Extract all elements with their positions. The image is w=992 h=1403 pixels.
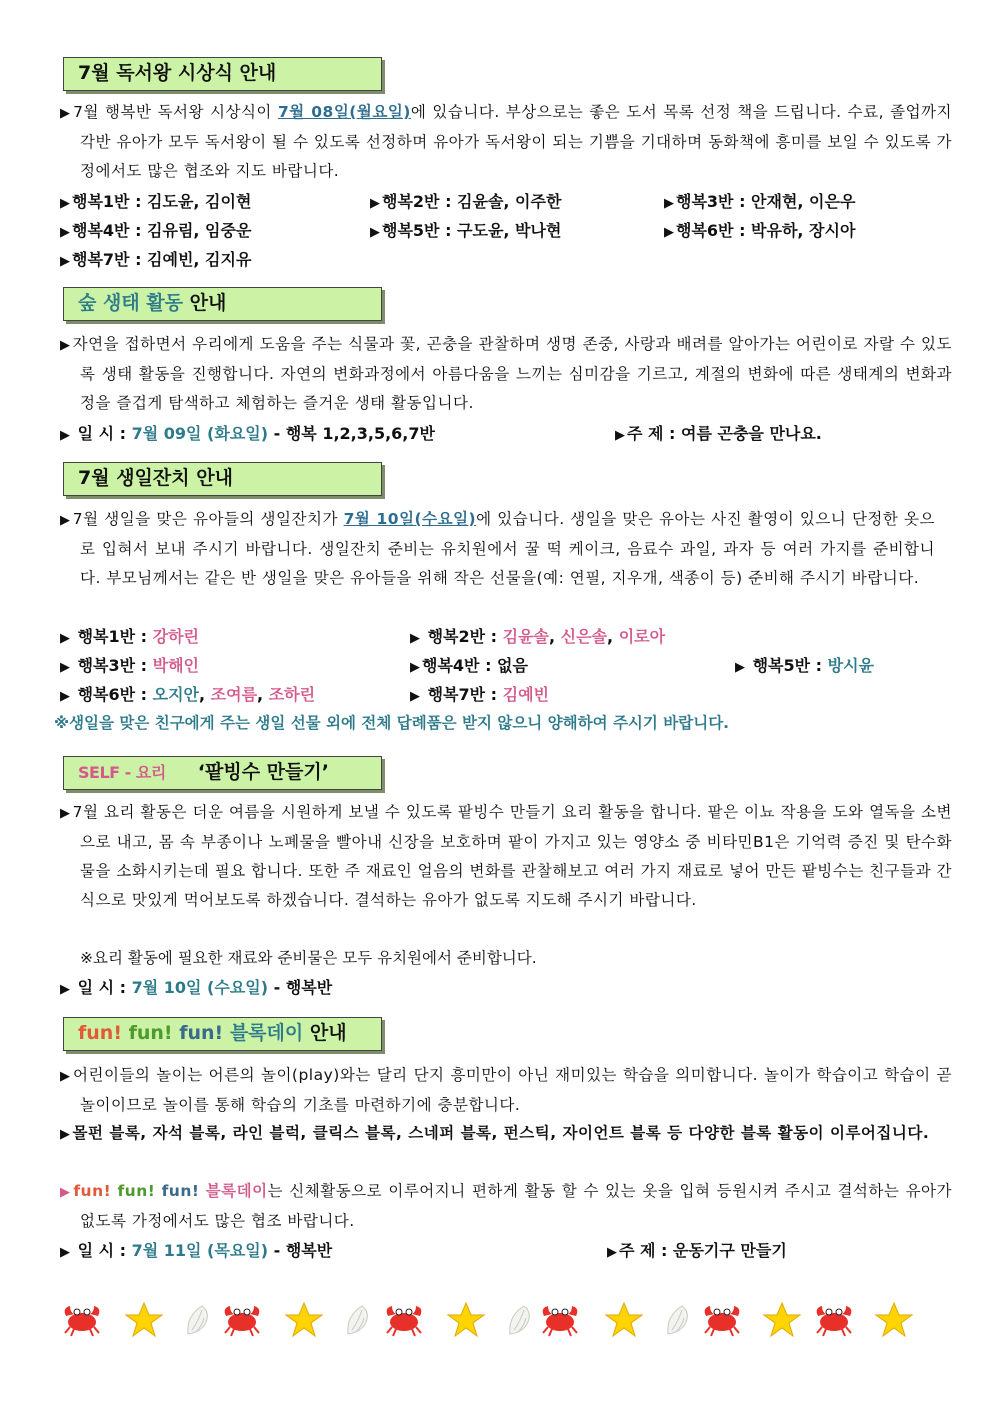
birthday-class7: [410, 680, 549, 711]
forest-text: 자연을 접하면서 우리에게 도움을 주는 식물과 꽃, 곤충을 관찰하며 생명 존중, 사랑과 배려를 알아가는 어린이로 자랄 수 있도록 생태 활동을 진행합니다. 자연의 변화과정에서 아름다움을 느끼는 심미감을 기르고, 계절의 변화에 따른 생태계의 변화과정을 즐겁게 탐색하고 체험하는 즐거운 생태 활동입니다.: [72, 335, 952, 412]
forest-paragraph: [60, 330, 952, 418]
forest-topic: ▶ 주 제 : 여름 곤충을 만나요.: [615, 419, 822, 450]
birthday-text-a: 7월 생일을 맞은 유아들의 생일잔치가: [72, 510, 344, 528]
bday-c1-label: 행복1반 :: [77, 627, 153, 646]
shell-icon: [348, 1306, 368, 1334]
winner-class2: ▶ 행복2반 : 김윤솔, 이주한: [370, 187, 561, 218]
comma: ,: [549, 627, 561, 646]
forest-when-rest: - 행복 1,2,3,5,6,7반: [268, 424, 435, 443]
bday-c3-label: 행복3반 :: [77, 656, 153, 675]
birthday-class5: [735, 651, 874, 682]
cooking-when-rest: - 행복반: [268, 978, 333, 997]
block-title-fun1: fun!: [78, 1022, 122, 1044]
star-icon: [764, 1303, 800, 1336]
birthday-class6: [60, 680, 315, 711]
birthday-text-b: 에 있습니다. 생일을 맞은 유아는 사진 촬영이 있으니 단정한 옷으로 입혀서 보내 주시기 바랍니다. 생일잔치 준비는 유치원에서 꿀 떡 케이크, 음료수 과일, 과자 등 여러 가지를 준비합니다. 부모님께서는 같은 반 생일을 맞은 유아들을 위해 작은 선물을(예: 연필, 지우개, 색종이 등) 준비해 주시기 바랍니다.: [80, 510, 935, 587]
cooking-text: 7월 요리 활동은 더운 여름을 시원하게 보낼 수 있도록 팥빙수 만들기 요리 활동을 합니다. 팥은 이뇨 작용을 도와 열독을 소변으로 내고, 몸 속 부종이나 노폐물을 빨아내 신장을 보호하며 팥이 가지고 있는 영양소 중 비타민B1은 기억력 증진 및 탄수화물을 소화시키는데 필요 합니다. 또한 주 재료인 얼음의 변화를 관찰해보고 여러 가지 재료로 넣어 만든 팥빙수는 친구들과 간식으로 맛있게 먹어보도록 하겠습니다. 결석하는 유아가 없도록 지도해 주시기 바랍니다.: [72, 803, 952, 909]
winner-class3: ▶ 행복3반 : 안재현, 이은우: [664, 187, 855, 218]
block-text3: 는 신체활동으로 이루어지니 편하게 활동 할 수 있는 옷을 입혀 등원시켜 주시고 결석하는 유아가 없도록 가정에서도 많은 협조 바랍니다.: [80, 1182, 952, 1230]
cooking-when: [60, 973, 332, 1004]
block-text1: 어린이들의 놀이는 어른의 놀이(play)와는 달리 단지 흥미만이 아닌 재미있는 학습을 의미합니다. 놀이가 학습이고 학습이 곧 놀이이므로 놀이를 통해 학습의 기초를 마련하기에 충분합니다.: [73, 1066, 952, 1114]
crab-icon: [817, 1306, 852, 1336]
star-icon: [876, 1303, 912, 1336]
block-title-fun3: fun!: [179, 1022, 224, 1044]
reading-award-title: 7월 독서왕 시상식 안내: [78, 62, 277, 84]
winner-class4: ▶ 행복4반 : 김유림, 임중운: [60, 216, 251, 247]
winner-class5: ▶ 행복5반 : 구도윤, 박나현: [370, 216, 561, 247]
forest-title-a: 숲 생태 활동: [78, 292, 183, 314]
birthday-header: [63, 462, 382, 496]
shell-icon: [510, 1306, 530, 1334]
bday-c7-name: 김예빈: [502, 685, 549, 704]
block-day-header: [63, 1017, 382, 1051]
star-icon: [606, 1303, 642, 1336]
birthday-class4: ▶ 행복4반 : 없음: [410, 651, 528, 682]
birthday-title: 7월 생일잔치 안내: [78, 467, 233, 489]
bday-c3-name: 박해인: [152, 656, 199, 675]
birthday-class3: [60, 651, 199, 682]
forest-when-label: 일 시 :: [77, 424, 132, 443]
forest-when: [60, 419, 435, 450]
block-when: [60, 1236, 332, 1267]
forest-activity-header: [63, 287, 382, 321]
bday-c1-name: 강하린: [152, 627, 199, 646]
reading-award-text-b: 에 있습니다. 부상으로는 좋은 도서 목록 선정 책을 드립니다. 수료, 졸업까지 각반 유아가 모두 독서왕이 될 수 있도록 선정하며 유아가 독서왕이 되는 기쁨을 기대하며 동화책에 흥미를 보일 수 있도록 가정에서도 많은 협조와 지도 바랍니다.: [80, 103, 952, 180]
bday-c2-label: 행복2반 :: [427, 627, 503, 646]
bday-c6-label: 행복6반 :: [77, 685, 153, 704]
forest-title-b: 안내: [183, 292, 227, 314]
crab-icon: [705, 1306, 740, 1336]
cooking-header: [63, 756, 382, 790]
reading-award-text-a: 7월 행복반 독서왕 시상식이: [73, 103, 278, 121]
bday-c5-label: 행복5반 :: [752, 656, 828, 675]
reading-award-header: [63, 57, 382, 91]
cooking-title-a: SELF - 요리: [78, 763, 166, 782]
star-icon: [126, 1303, 162, 1336]
bday-c6-name2: 조여름: [210, 685, 258, 704]
reading-award-paragraph: [60, 98, 952, 186]
block-title-fun2: fun!: [128, 1022, 173, 1044]
block-when-label: 일 시 :: [77, 1241, 132, 1260]
star-icon: [448, 1303, 484, 1336]
block-fun3: fun!: [161, 1182, 200, 1200]
crab-icon: [225, 1306, 260, 1336]
bday-c5-name: 방시윤: [827, 656, 874, 675]
forest-when-date: 7월 09일 (화요일): [131, 424, 269, 443]
birthday-note: ※생일을 맞은 친구에게 주는 생일 선물 외에 전체 답례품은 받지 않으니 양해하여 주시기 바랍니다.: [54, 714, 730, 732]
winner-class6: ▶ 행복6반 : 박유하, 장시아: [664, 216, 855, 247]
block-topic: ▶ 주 제 : 운동기구 만들기: [607, 1236, 787, 1267]
block-text2: 몰펀 블록, 자석 블록, 라인 블럭, 클릭스 블록, 스네퍼 블록, 펀스틱, 자이언트 블록 등 다양한 블록 활동이 이루어집니다.: [72, 1124, 930, 1142]
block-paragraph-3: [60, 1177, 952, 1236]
bday-c6-name3: 조하린: [268, 685, 316, 704]
comma: ,: [257, 685, 269, 704]
bday-c7-label: 행복7반 :: [427, 685, 503, 704]
bday-c2-name2: 신은솔: [560, 627, 608, 646]
cooking-paragraph: [60, 798, 952, 915]
birthday-class2: [410, 622, 665, 653]
bday-c2-name1: 김윤솔: [502, 627, 549, 646]
crab-icon: [387, 1306, 422, 1336]
cooking-when-date: 7월 10일 (수요일): [131, 978, 269, 997]
crab-icon: [543, 1306, 578, 1336]
birthday-date: 7월 10일(수요일): [343, 510, 477, 528]
block-blockday: 블록데이: [205, 1182, 268, 1200]
bday-c6-name1: 오지안: [152, 685, 199, 704]
cooking-when-label: 일 시 :: [77, 978, 132, 997]
shell-icon: [668, 1306, 688, 1334]
birthday-class1: [60, 622, 199, 653]
comma: ,: [607, 627, 619, 646]
block-title-end: 안내: [303, 1022, 347, 1044]
block-title-block: 블록데이: [229, 1022, 304, 1044]
block-fun1: fun!: [73, 1182, 112, 1200]
bday-c2-name3: 이로아: [618, 627, 666, 646]
reading-award-date: 7월 08일(월요일): [277, 103, 411, 121]
block-when-date: 7월 11일 (목요일): [131, 1241, 269, 1260]
block-fun2: fun!: [117, 1182, 156, 1200]
winner-class1: ▶ 행복1반 : 김도윤, 김이현: [60, 187, 251, 218]
winner-class7: ▶ 행복7반 : 김예빈, 김지유: [60, 245, 251, 276]
crab-icon: [65, 1306, 100, 1336]
block-paragraph-2: [60, 1119, 952, 1149]
birthday-paragraph: [60, 505, 935, 593]
shell-icon: [188, 1306, 208, 1334]
block-paragraph-1: [60, 1061, 952, 1120]
decoration-border: [62, 1300, 922, 1340]
comma: ,: [199, 685, 211, 704]
block-when-rest: - 행복반: [268, 1241, 333, 1260]
cooking-note: ※요리 활동에 필요한 재료와 준비물은 모두 유치원에서 준비합니다.: [80, 949, 537, 967]
cooking-title-b: ‘팥빙수 만들기’: [197, 761, 329, 783]
star-icon: [286, 1303, 322, 1336]
